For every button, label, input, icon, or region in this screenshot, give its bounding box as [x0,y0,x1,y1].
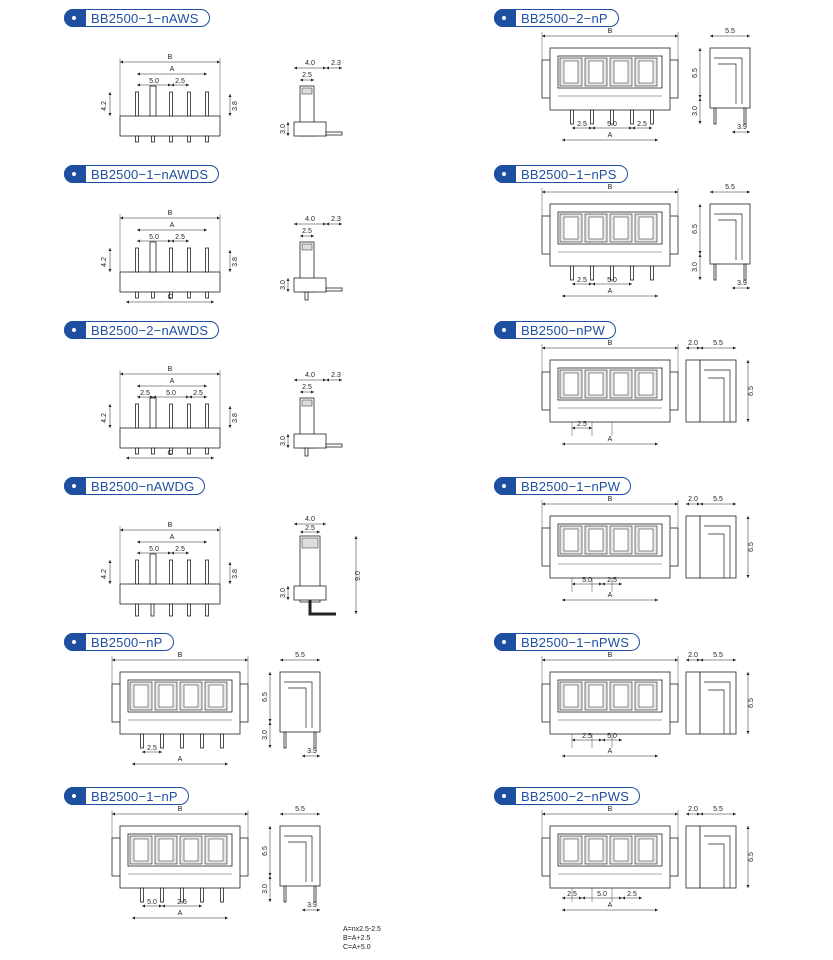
dim-d1-label: 2.5 [582,733,592,740]
side-height-label: 3.0 [280,588,287,598]
dim-a-label: A [607,592,613,599]
dim-d2-label: 5.0 [597,891,607,898]
side-pitch-label: 2.5 [305,525,315,532]
connector-drawing [490,806,833,934]
dim-a-label: A [607,748,613,755]
side-height-label: 6.5 [748,698,755,708]
connector-panel-p11 [60,784,460,934]
dim-a-label: A [169,378,175,385]
side-pitch-label: 2.5 [302,72,312,79]
part-number-badge [494,10,619,26]
side-pitch-label: 2.5 [302,384,312,391]
side-height-label: 3.0 [280,124,287,134]
dim-a-label: A [607,288,613,295]
side-width-label: 5.5 [725,28,735,35]
connector-drawing [60,184,460,312]
side-height-label: 3.0 [280,436,287,446]
badge-bullet-icon [494,165,516,183]
side-width-label: 5.5 [713,340,723,347]
dim-c-label: C [167,294,173,301]
part-number-title: BB2500−1−nPWS [521,634,630,650]
dim-d1-label: 2.5 [577,121,587,128]
part-number-badge [494,166,628,182]
part-number-title: BB2500−2−nPWS [521,788,630,804]
formula-notes [343,925,381,952]
part-number-title: BB2500−nP [91,634,163,650]
connector-panel-p4 [490,162,833,312]
connector-drawing [490,28,833,156]
dim-a-label: A [607,436,613,443]
dim-a-label: A [607,132,613,139]
dim-pitch-label: 2.5 [193,390,203,397]
dim-b-label: B [607,28,613,35]
side-depth-label: 3.9 [737,124,747,131]
connector-drawing [490,496,833,624]
dim-b-label: B [607,496,613,503]
dim-d3-label: 2.5 [627,891,637,898]
dim-b-label: B [167,54,173,61]
connector-drawing [490,184,833,312]
dim-d1-label: 2.5 [577,277,587,284]
side-height-label: 6.5 [262,692,269,702]
badge-bullet-icon [494,787,516,805]
connector-drawing [60,340,460,468]
part-number-title: BB2500−1−nPW [521,478,621,494]
part-number-badge [64,322,219,338]
badge-bullet-icon [64,9,86,27]
side-width-label: 4.0 [305,60,315,67]
part-number-title: BB2500−nPW [521,322,606,338]
dim-pitch-label: 2.5 [140,390,150,397]
side-width-label: 5.5 [295,806,305,813]
dim-d1-label: 2.5 [577,421,587,428]
part-number-badge [494,478,631,494]
part-number-badge [494,322,616,338]
badge-bullet-icon [494,9,516,27]
dim-b-label: B [177,806,183,813]
side-offset-label: 2.3 [331,216,341,223]
side-height-label: 6.5 [748,852,755,862]
side-width-label: 4.0 [305,216,315,223]
dim-d1-label: 5.0 [147,899,157,906]
dim-height-label: 3.8 [232,257,239,267]
connector-panel-p8 [490,474,833,624]
connector-panel-p2 [490,6,833,156]
badge-bullet-icon [64,321,86,339]
part-number-badge [64,10,210,26]
side-pin-label: 3.0 [692,106,699,116]
dim-a-label: A [607,902,613,909]
side-width-label: 5.5 [725,184,735,191]
side-width-label: 5.5 [713,652,723,659]
connector-panel-p12 [490,784,833,934]
part-number-title: BB2500−2−nP [521,10,608,26]
part-number-title: BB2500−nAWDG [91,478,195,494]
side-slot-label: 2.0 [688,496,698,503]
dim-pitch-label: 5.0 [149,546,159,553]
dim-d2-label: 5.0 [607,277,617,284]
dim-height-label: 4.2 [101,413,108,423]
connector-drawing [490,340,833,468]
part-number-badge [64,166,219,182]
dim-b-label: B [607,652,613,659]
badge-bullet-icon [64,787,86,805]
connector-panel-p5 [60,318,460,468]
badge-bullet-icon [64,165,86,183]
part-number-badge [494,634,640,650]
dim-pitch-label: 5.0 [149,78,159,85]
connector-panel-p10 [490,630,833,780]
dim-pitch-label: 2.5 [175,234,185,241]
dim-b-label: B [167,366,173,373]
dim-d2-label: 5.0 [607,733,617,740]
dim-d1-label: 2.5 [567,891,577,898]
dim-a-label: A [169,66,175,73]
dim-a-label: A [177,910,183,917]
side-depth-label: 3.9 [307,902,317,909]
badge-bullet-icon [494,633,516,651]
note-c: C=A+5.0 [343,944,371,951]
part-number-title: BB2500−1−nAWS [91,10,199,26]
dim-a-label: A [169,222,175,229]
side-width-label: 5.5 [295,652,305,659]
side-pin-label: 3.0 [262,884,269,894]
part-number-title: BB2500−1−nP [91,788,178,804]
part-number-title: BB2500−1−nAWDS [91,166,209,182]
connector-panel-p3 [60,162,460,312]
side-pin-label: 3.0 [262,730,269,740]
dim-b-label: B [177,652,183,659]
dim-height-label: 4.2 [101,569,108,579]
dim-pitch-label: 5.0 [166,390,176,397]
side-offset-label: 2.3 [331,60,341,67]
side-pitch-label: 2.5 [302,228,312,235]
connector-drawing [60,28,460,156]
part-number-badge [494,788,640,804]
dim-d1-label: 5.0 [582,577,592,584]
connector-drawing [490,652,833,780]
dim-b-label: B [167,522,173,529]
badge-bullet-icon [64,633,86,651]
part-number-badge [64,478,205,494]
side-width-label: 4.0 [305,372,315,379]
dim-b-label: B [607,806,613,813]
side-slot-label: 2.0 [688,806,698,813]
side-width-label: 5.5 [713,806,723,813]
dim-d2-label: 2.5 [607,577,617,584]
dim-pitch-label: 5.0 [149,234,159,241]
note-b: B=A+2.5 [343,935,371,942]
side-height-label: 6.5 [262,846,269,856]
dim-height-label: 3.8 [232,569,239,579]
side-total-label: 9.0 [355,571,362,581]
side-width-label: 4.0 [305,516,315,523]
dim-height-label: 3.8 [232,101,239,111]
badge-bullet-icon [494,477,516,495]
side-height-label: 6.5 [692,224,699,234]
connector-drawing [60,496,460,624]
part-number-title: BB2500−1−nPS [521,166,617,182]
dim-height-label: 3.8 [232,413,239,423]
side-height-label: 6.5 [748,542,755,552]
side-pin-label: 3.0 [692,262,699,272]
side-height-label: 6.5 [692,68,699,78]
side-slot-label: 2.0 [688,340,698,347]
side-depth-label: 3.9 [737,280,747,287]
badge-bullet-icon [494,321,516,339]
dim-d3-label: 2.5 [637,121,647,128]
part-number-title: BB2500−2−nAWDS [91,322,209,338]
dim-height-label: 4.2 [101,101,108,111]
part-number-badge [64,788,189,804]
connector-panel-p7 [60,474,460,624]
side-depth-label: 3.9 [307,748,317,755]
dim-pitch-label: 2.5 [175,546,185,553]
side-height-label: 3.0 [280,280,287,290]
connector-panel-p9 [60,630,460,780]
dim-height-label: 4.2 [101,257,108,267]
badge-bullet-icon [64,477,86,495]
side-height-label: 6.5 [748,386,755,396]
side-width-label: 5.5 [713,496,723,503]
dim-b-label: B [607,340,613,347]
connector-drawing [60,652,460,780]
dim-pitch-label: 2.5 [175,78,185,85]
side-slot-label: 2.0 [688,652,698,659]
connector-panel-p1 [60,6,460,156]
dim-d1-label: 2.5 [147,745,157,752]
side-offset-label: 2.3 [331,372,341,379]
dim-c-label: C [167,450,173,457]
connector-panel-p6 [490,318,833,468]
dim-b-label: B [607,184,613,191]
note-a: A=nx2.5-2.5 [343,926,381,933]
dim-a-label: A [169,534,175,541]
connector-drawing [60,806,460,934]
dim-b-label: B [167,210,173,217]
dim-d2-label: 2.5 [177,899,187,906]
dim-d2-label: 5.0 [607,121,617,128]
part-number-badge [64,634,174,650]
dim-a-label: A [177,756,183,763]
